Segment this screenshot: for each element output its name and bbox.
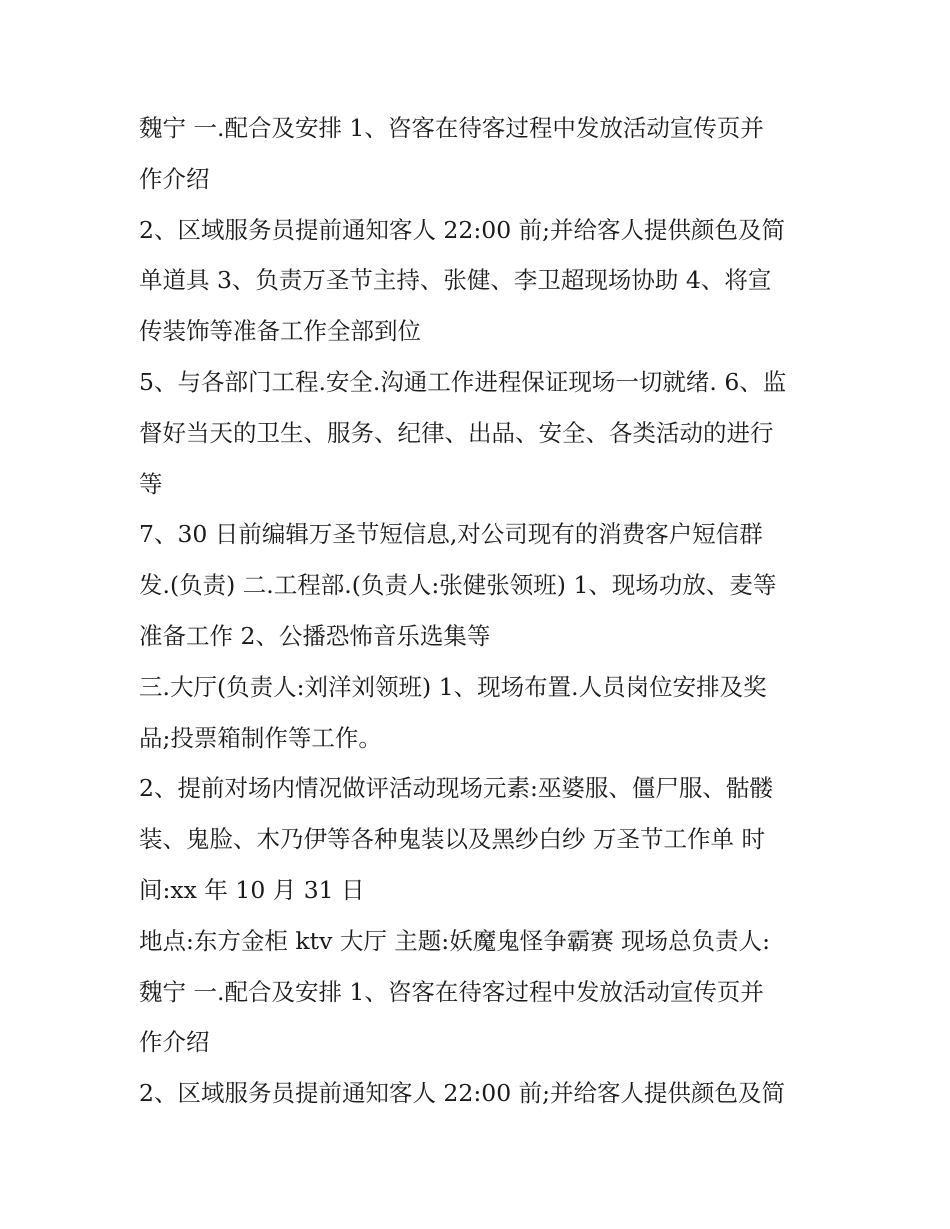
text-line: 魏宁 一.配合及安排 1、咨客在待客过程中发放活动宣传页并 <box>139 114 764 142</box>
text-line: 间:xx 年 10 月 31 日 <box>139 875 365 904</box>
paragraph-3 <box>139 357 819 509</box>
text-line: 单道具 3、负责万圣节主持、张健、李卫超现场协助 4、将宣 <box>139 266 772 295</box>
document-body <box>139 103 819 1119</box>
text-line: 传装饰等准备工作全部到位 <box>139 317 421 346</box>
paragraph-5 <box>139 662 819 764</box>
text-line: 7、30 日前编辑万圣节短信息,对公司现有的消费客户短信群 <box>139 520 763 549</box>
text-line: 作介绍 <box>139 164 210 193</box>
text-line: 2、提前对场内情况做评活动现场元素:巫婆服、僵尸服、骷髅 <box>139 774 773 803</box>
text-line: 5、与各部门工程.安全.沟通工作进程保证现场一切就绪. 6、监 <box>139 367 787 396</box>
text-line: 魏宁 一.配合及安排 1、咨客在待客过程中发放活动宣传页并 <box>139 977 764 1006</box>
paragraph-6 <box>139 763 819 915</box>
text-line: 准备工作 2、公播恐怖音乐选集等 <box>139 621 491 650</box>
text-line: 三.大厅(负责人:刘洋刘领班) 1、现场布置.人员岗位安排及奖 <box>139 672 767 701</box>
paragraph-2 <box>139 205 819 357</box>
text-line: 品;投票箱制作等工作。 <box>139 723 382 752</box>
text-line: 地点:东方金柜 ktv 大厅 主题:妖魔鬼怪争霸赛 现场总负责人: <box>139 926 771 955</box>
text-line: 作介绍 <box>139 1028 210 1057</box>
text-line: 发.(负责) 二.工程部.(负责人:张健张领班) 1、现场功放、麦等 <box>139 571 777 600</box>
text-line: 督好当天的卫生、服务、纪律、出品、安全、各类活动的进行 <box>139 418 774 447</box>
paragraph-7 <box>139 916 819 1068</box>
paragraph-4 <box>139 509 819 661</box>
text-line: 等 <box>139 469 163 498</box>
text-line: 装、鬼脸、木乃伊等各种鬼装以及黑纱白纱 万圣节工作单 时 <box>139 825 765 854</box>
paragraph-1 <box>139 103 819 205</box>
paragraph-8 <box>139 1068 819 1119</box>
text-line: 2、区域服务员提前通知客人 22:00 前;并给客人提供颜色及简 <box>139 215 786 244</box>
text-line: 2、区域服务员提前通知客人 22:00 前;并给客人提供颜色及简 <box>139 1079 786 1108</box>
